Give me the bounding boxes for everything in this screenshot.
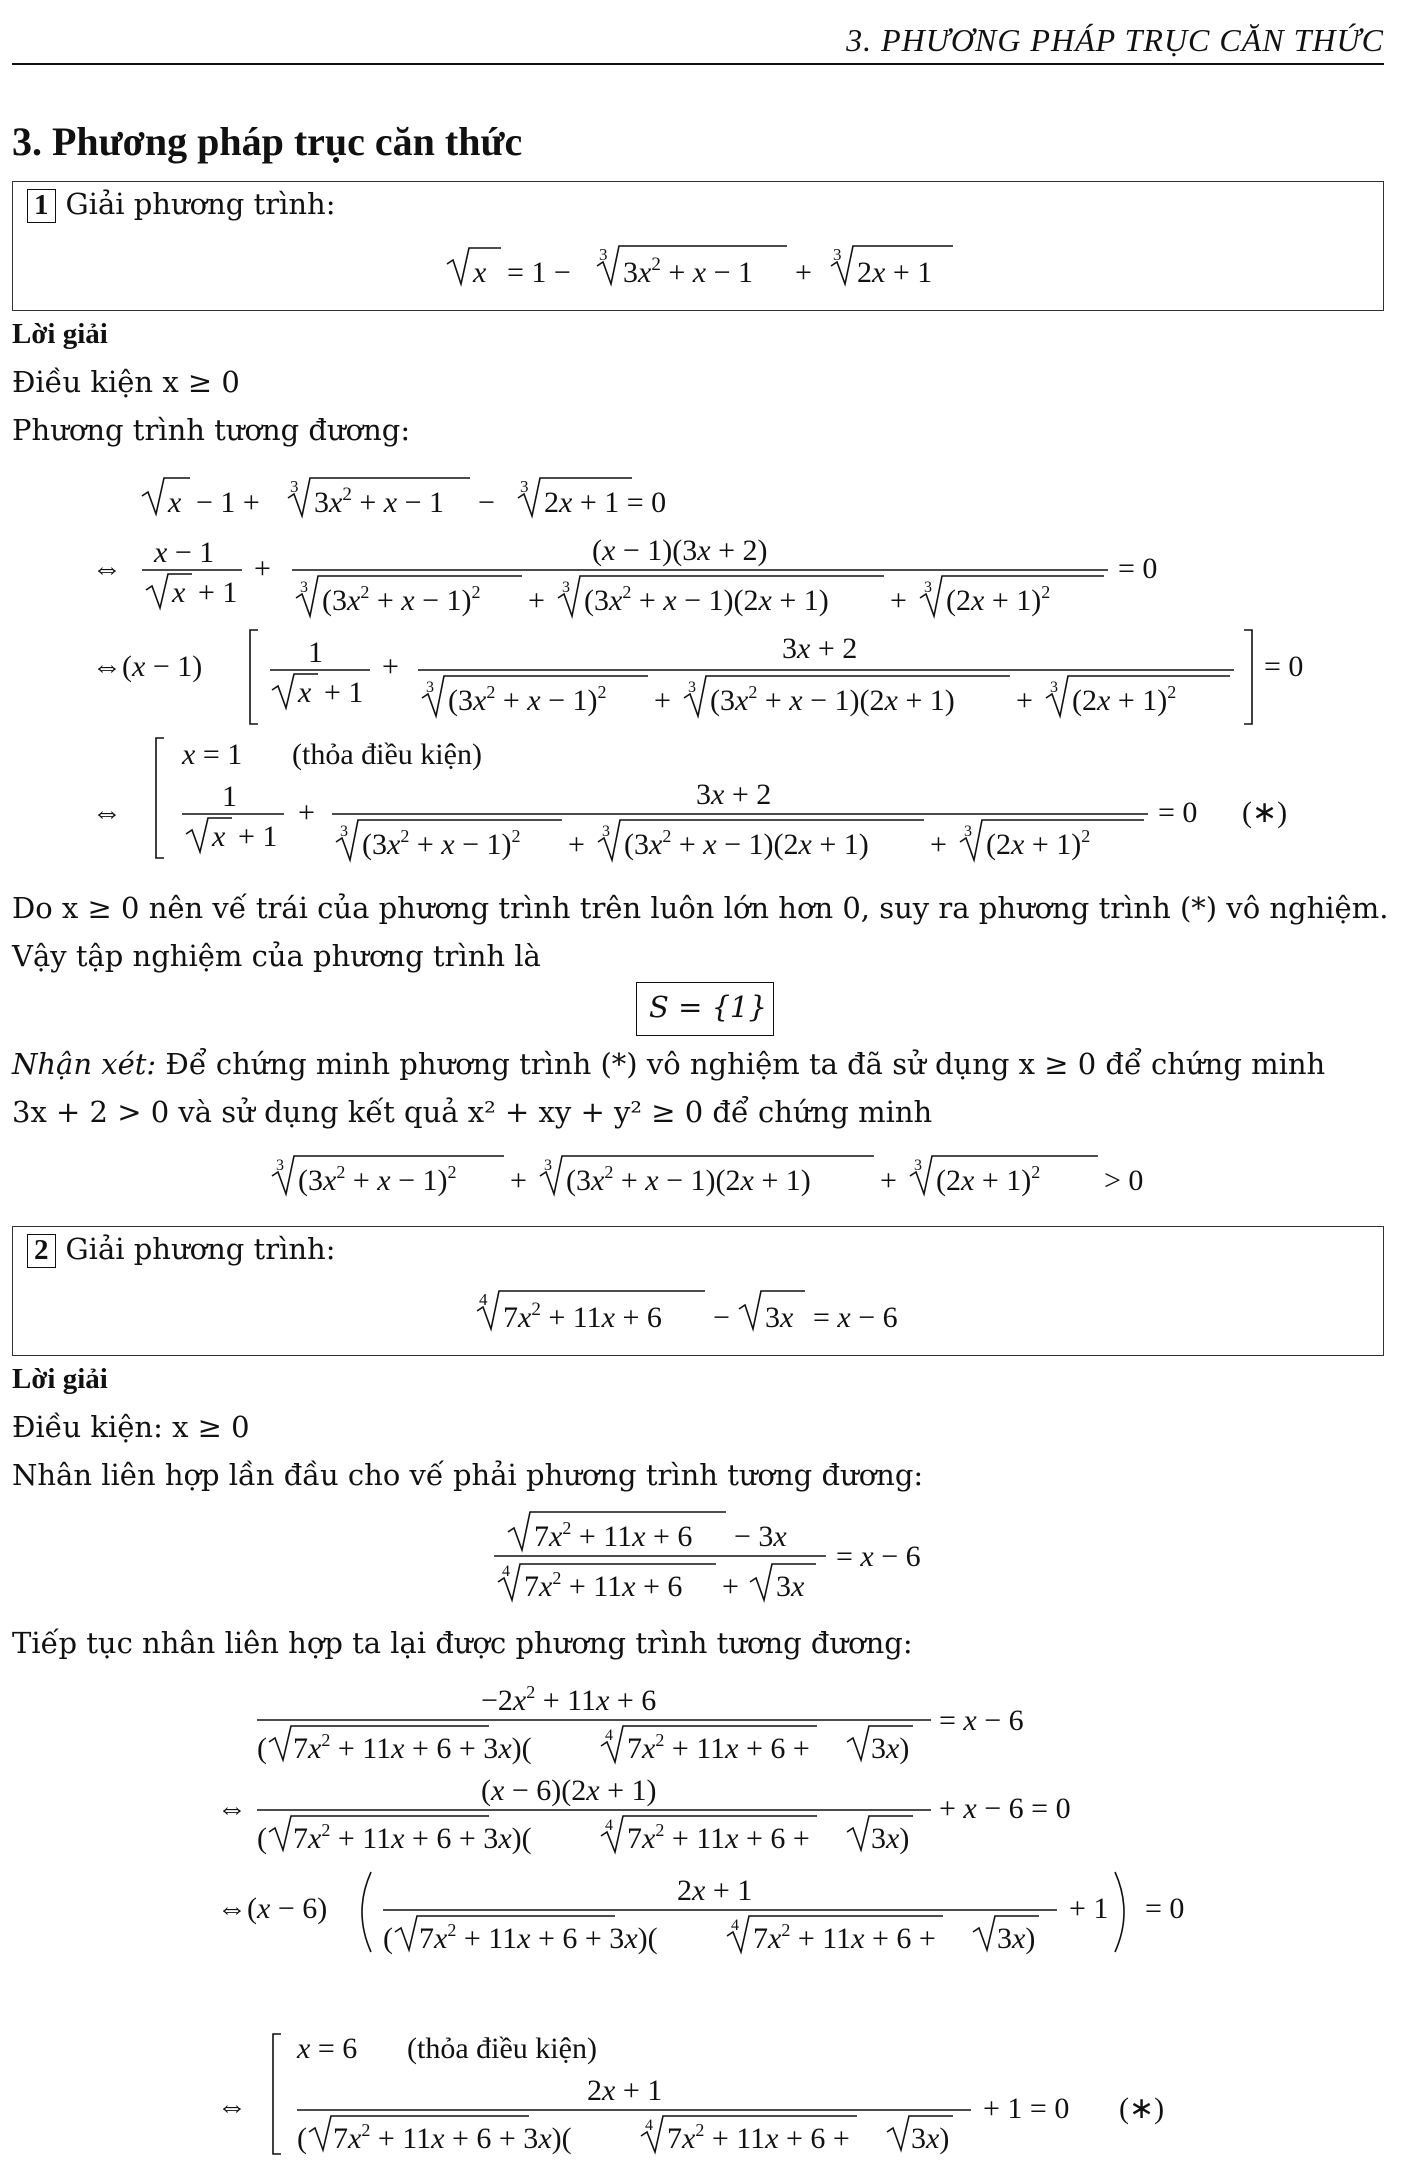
svg-text:+: + <box>1016 684 1033 717</box>
svg-text:+: + <box>890 584 907 617</box>
svg-text:(2x + 1)2: $(2x + 1)^2$ <box>936 1162 1041 1197</box>
page <box>12 0 1389 2176</box>
svg-text:4: 4 <box>479 1290 488 1309</box>
svg-text:3x): 3x) <box>871 1822 910 1855</box>
svg-text:⇔: ⇔ <box>92 796 122 829</box>
svg-text:7x2 + 11x + 6 + 3x)(: $7x^2 + 11x + 6 + 3x$)( <box>419 1920 658 1955</box>
svg-text:x = 1: x = 1 <box>182 738 243 771</box>
remark-text: Để chứng minh phương trình (*) vô nghiệm ta đã sử dụng x ≥ 0 để chứng minh <box>165 1047 1326 1081</box>
svg-text:= 0: = 0 <box>1118 552 1158 585</box>
svg-text:(thỏa điều kiện): (thỏa điều kiện) <box>292 738 482 771</box>
svg-text:= 0: = 0 <box>1264 650 1304 683</box>
problem-1-solution-title: Lời giải <box>12 318 108 350</box>
svg-text:4: 4 <box>502 1563 510 1580</box>
problem-2-label: Giải phương trình: <box>65 1232 336 1266</box>
svg-text:x − 1: x − 1 <box>154 536 215 569</box>
problem-2-solution-title: Lời giải <box>12 1363 108 1395</box>
svg-text:4: 4 <box>645 2117 653 2134</box>
svg-text:2x + 1 = 0: 2x + 1 = 0 <box>544 486 667 519</box>
svg-text:1: 1 <box>308 636 323 669</box>
svg-text:⇔: ⇔ <box>217 2090 247 2123</box>
problem-1-label: Giải phương trình: <box>65 187 336 221</box>
svg-text:3: 3 <box>426 679 434 696</box>
problem-1-remark-line-1 <box>12 1048 1325 1081</box>
running-header: 3. PHƯƠNG PHÁP TRỤC CĂN THỨC <box>846 22 1384 58</box>
problem-2-box <box>12 1226 1384 1356</box>
svg-text:+ 1: + 1 <box>198 576 238 609</box>
svg-text:(3x2 + x − 1)(2x + 1): $(3x^2 + x - 1)(2x + 1)$ <box>710 682 955 717</box>
svg-text:⇔: ⇔ <box>92 552 122 585</box>
svg-text:3: 3 <box>520 477 529 496</box>
problem-1-derivation <box>92 462 1392 882</box>
svg-text:7x2 + 11x + 6: $7x^2 + 11x + 6$ <box>534 1518 693 1553</box>
svg-text:3: 3 <box>300 579 308 596</box>
svg-text:−: − <box>478 486 495 519</box>
svg-text:3: 3 <box>924 579 932 596</box>
svg-text:2x + 1: 2x + 1 <box>857 256 933 289</box>
svg-text:= x − 6: = x − 6 <box>836 1540 921 1573</box>
svg-text:7x2 + 11x + 6 +: $7x^2 + 11x + 6$ + <box>627 1820 810 1855</box>
svg-text:= 1 −: = 1 − <box>507 256 571 289</box>
svg-text:+: + <box>528 584 545 617</box>
svg-text:(3x2 + x − 1)2: $(3x^2 + x - 1)^2$ <box>362 826 521 861</box>
svg-text:(3x2 + x − 1)(2x + 1): $(3x^2 + x - 1)(2x + 1)$ <box>566 1162 811 1197</box>
problem-1-number: 1 <box>27 189 56 223</box>
svg-text:= x − 6: = x − 6 <box>813 1301 898 1334</box>
svg-text:4: 4 <box>605 1817 613 1834</box>
svg-text:7x2 + 11x + 6 +: $7x^2 + 11x + 6$ + <box>753 1920 936 1955</box>
svg-text:+: + <box>254 552 271 585</box>
svg-text:7x2 + 11x + 6 +: $7x^2 + 11x + 6$ + <box>627 1730 810 1765</box>
svg-text:2x + 1: 2x + 1 <box>587 2074 663 2107</box>
svg-text:7x2 + 11x + 6 +: $7x^2 + 11x + 6$ + <box>667 2120 850 2155</box>
svg-text:(3x2 + x − 1)2: $(3x^2 + x - 1)^2$ <box>298 1162 457 1197</box>
svg-text:3: 3 <box>544 1157 552 1174</box>
svg-text:3x2 + x − 1: $3x^2 + x - 1$ <box>314 484 444 519</box>
svg-text:3x: 3x <box>765 1301 794 1334</box>
problem-1-remark-inequality <box>262 1148 1162 1208</box>
svg-text:(thỏa điều kiện): (thỏa điều kiện) <box>407 2032 597 2065</box>
problem-2-condition: Điều kiện: x ≥ 0 <box>12 1410 250 1444</box>
svg-text:−: − <box>713 1301 730 1334</box>
svg-text:3: 3 <box>1050 679 1058 696</box>
svg-text:+: + <box>510 1164 527 1197</box>
svg-text:(∗): (∗) <box>1242 796 1288 829</box>
svg-text:⇔: ⇔ <box>217 1792 247 1825</box>
problem-1-condition: Điều kiện x ≥ 0 <box>12 365 240 399</box>
svg-text:+: + <box>722 1570 739 1603</box>
problem-2-step-1: Nhân liên hợp lần đầu cho vế phải phương trình tương đương: <box>12 1458 924 1492</box>
svg-text:+: + <box>568 828 585 861</box>
svg-text:+ 1: + 1 <box>324 676 364 709</box>
problem-2-step-2: Tiếp tục nhân liên hợp ta lại được phương trình tương đương: <box>12 1626 913 1660</box>
svg-text:3x: 3x <box>776 1570 805 1603</box>
svg-text:(x − 1)(3x + 2): (x − 1)(3x + 2) <box>592 534 768 567</box>
svg-text:7x2 + 11x + 6 + 3x)(: $7x^2 + 11x + 6 + 3x$)( <box>293 1820 532 1855</box>
svg-text:3x): 3x) <box>911 2122 950 2155</box>
problem-2-equation <box>463 1275 963 1345</box>
svg-text:(: ( <box>257 1822 267 1855</box>
svg-text:= 0: = 0 <box>1145 1892 1185 1925</box>
svg-text:x: x <box>172 576 186 609</box>
svg-text:(2x + 1)2: $(2x + 1)^2$ <box>946 582 1051 617</box>
svg-text:+: + <box>795 256 812 289</box>
svg-text:+ x − 6 = 0: + x − 6 = 0 <box>939 1792 1071 1825</box>
svg-text:x: x <box>168 486 182 519</box>
svg-text:⇔(x − 6): ⇔(x − 6) <box>217 1892 328 1925</box>
problem-1-box <box>12 181 1384 311</box>
problem-1-answer-box <box>636 982 774 1036</box>
svg-text:3: 3 <box>290 477 299 496</box>
problem-1-answer: S = {1} <box>649 990 767 1024</box>
svg-text:(: ( <box>297 2122 307 2155</box>
svg-text:> 0: > 0 <box>1104 1164 1144 1197</box>
svg-text:(2x + 1)2: $(2x + 1)^2$ <box>1072 682 1177 717</box>
svg-text:3: 3 <box>602 823 610 840</box>
svg-text:x: x <box>212 820 226 853</box>
svg-text:+ 1: + 1 <box>1069 1892 1109 1925</box>
problem-2-header <box>27 1233 335 1268</box>
svg-text:7x2 + 11x + 6: $7x^2 + 11x + 6$ <box>524 1568 683 1603</box>
svg-text:4: 4 <box>605 1727 613 1744</box>
svg-text:(3x2 + x − 1)2: $(3x^2 + x - 1)^2$ <box>448 682 607 717</box>
svg-text:3x): 3x) <box>871 1732 910 1765</box>
remark-label: Nhận xét: <box>12 1047 157 1081</box>
svg-text:− 1 +: − 1 + <box>196 486 260 519</box>
svg-text:3: 3 <box>340 823 348 840</box>
svg-text:+: + <box>930 828 947 861</box>
svg-text:+ 1: + 1 <box>238 820 278 853</box>
svg-text:4: 4 <box>731 1917 739 1934</box>
svg-text:3: 3 <box>276 1157 284 1174</box>
svg-text:(3x2 + x − 1)(2x + 1): $(3x^2 + x - 1)(2x + 1)$ <box>624 826 869 861</box>
svg-text:2x + 1: 2x + 1 <box>677 1874 753 1907</box>
svg-text:= x − 6: = x − 6 <box>939 1704 1024 1737</box>
problem-1-conclusion: Do x ≥ 0 nên vế trái của phương trình trên luôn lớn hơn 0, suy ra phương trình (*) vô nghiệm. <box>12 891 1389 925</box>
svg-text:(3x2 + x − 1)(2x + 1): $(3x^2 + x - 1)(2x + 1)$ <box>584 582 829 617</box>
svg-text:− 3x: − 3x <box>734 1520 787 1553</box>
svg-text:3x): 3x) <box>997 1922 1036 1955</box>
svg-text:1: 1 <box>222 780 237 813</box>
svg-text:−2x2 + 11x + 6: $-2x^2 + 11x + 6$ <box>481 1682 657 1717</box>
svg-text:+: + <box>654 684 671 717</box>
svg-text:3x + 2: 3x + 2 <box>696 778 772 811</box>
svg-text:+ 1 = 0: + 1 = 0 <box>983 2092 1070 2125</box>
svg-text:x = 6: x = 6 <box>297 2032 358 2065</box>
problem-2-step-1-equation <box>472 1506 972 1606</box>
svg-text:3: 3 <box>688 679 696 696</box>
problem-2-number: 2 <box>27 1234 56 1268</box>
svg-text:3: 3 <box>833 245 842 264</box>
svg-text:+: + <box>298 796 315 829</box>
problem-1-set-intro: Vậy tập nghiệm của phương trình là <box>12 939 541 973</box>
svg-text:(: ( <box>383 1922 393 1955</box>
svg-text:(∗): (∗) <box>1119 2092 1165 2125</box>
svg-text:⇔(x − 1): ⇔(x − 1) <box>92 650 203 683</box>
header-rule <box>12 63 1384 65</box>
svg-text:3: 3 <box>599 245 608 264</box>
svg-text:+: + <box>880 1164 897 1197</box>
svg-text:3: 3 <box>562 579 570 596</box>
svg-text:7x2 + 11x + 6 + 3x)(: $7x^2 + 11x + 6 + 3x$)( <box>293 1730 532 1765</box>
svg-text:(2x + 1)2: $(2x + 1)^2$ <box>986 826 1091 861</box>
svg-text:3: 3 <box>964 823 972 840</box>
svg-text:(x − 6)(2x + 1): (x − 6)(2x + 1) <box>481 1774 657 1807</box>
section-title: 3. Phương pháp trục căn thức <box>12 119 523 164</box>
problem-1-remark-line-2: 3x + 2 > 0 và sử dụng kết quả x² + xy + y² ≥ 0 để chứng minh <box>12 1095 933 1129</box>
problem-1-equivalent: Phương trình tương đương: <box>12 413 411 447</box>
svg-text:3x2 + x − 1: $3x^2 + x - 1$ <box>623 254 753 289</box>
svg-text:(: ( <box>257 1732 267 1765</box>
svg-text:x: x <box>298 676 312 709</box>
problem-1-equation <box>433 230 973 300</box>
problem-2-derivation <box>207 1676 1407 2176</box>
svg-text:(3x2 + x − 1)2: $(3x^2 + x - 1)^2$ <box>322 582 481 617</box>
problem-1-header <box>27 188 335 223</box>
svg-text:+: + <box>382 650 399 683</box>
svg-text:3x + 2: 3x + 2 <box>782 632 858 665</box>
svg-text:x: x <box>473 256 487 289</box>
svg-text:7x2 + 11x + 6 + 3x)(: $7x^2 + 11x + 6 + 3x$)( <box>333 2120 572 2155</box>
svg-text:= 0: = 0 <box>1158 796 1198 829</box>
svg-text:3: 3 <box>914 1157 922 1174</box>
svg-text:7x2 + 11x + 6: $7x^2 + 11x + 6$ <box>503 1299 662 1334</box>
